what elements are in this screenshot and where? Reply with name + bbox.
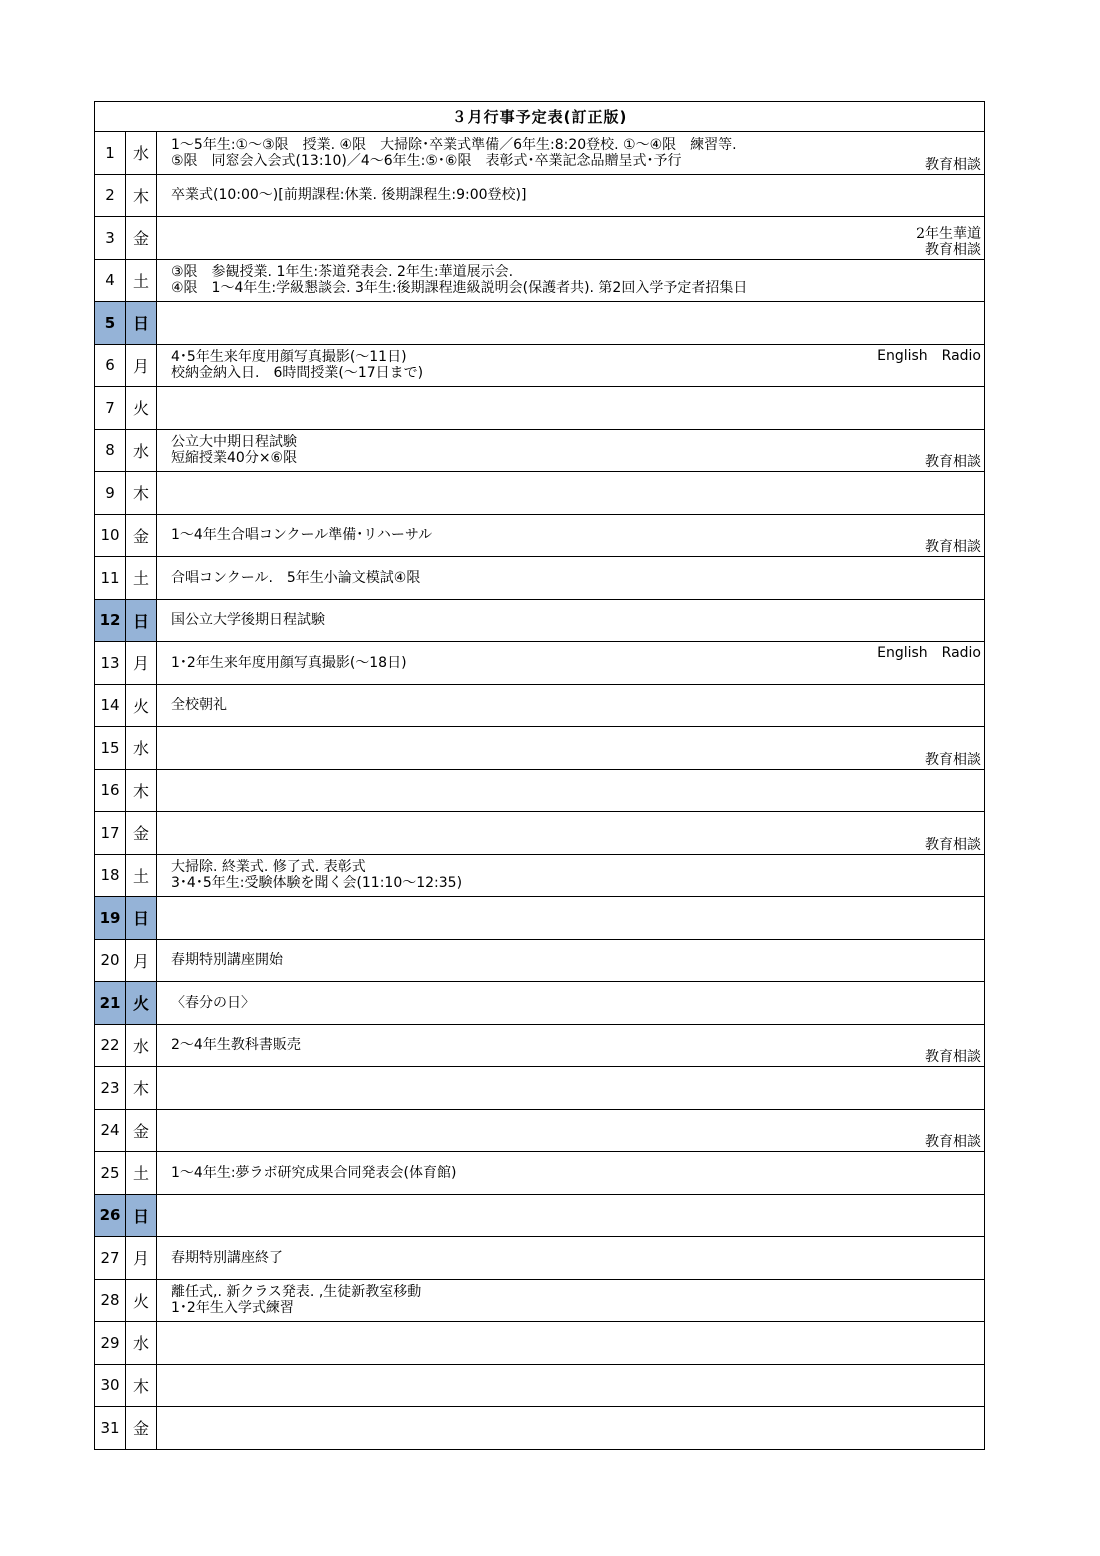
day-number: 29 xyxy=(95,1322,126,1365)
day-events xyxy=(157,769,985,812)
day-weekday: 土 xyxy=(126,259,157,302)
day-weekday: 土 xyxy=(126,557,157,600)
day-weekday: 水 xyxy=(126,429,157,472)
day-row xyxy=(95,1279,985,1322)
day-events xyxy=(157,429,985,472)
day-number: 28 xyxy=(95,1279,126,1322)
side-note xyxy=(877,645,981,661)
day-events xyxy=(157,812,985,855)
day-events xyxy=(157,897,985,940)
day-events xyxy=(157,727,985,770)
day-weekday: 金 xyxy=(126,812,157,855)
side-note xyxy=(877,348,981,364)
day-events xyxy=(157,217,985,260)
event-line: 3･4･5年生:受験体験を聞く会(11:10〜12:35) xyxy=(171,875,463,892)
day-number: 9 xyxy=(95,472,126,515)
side-note-text: 教育相談 xyxy=(925,1049,981,1065)
day-row xyxy=(95,939,985,982)
day-number: 13 xyxy=(95,642,126,685)
event-line: 短縮授業40分×⑥限 xyxy=(171,450,298,467)
event-line: 2〜4年生教科書販売 xyxy=(171,1037,301,1054)
day-weekday: 木 xyxy=(126,174,157,217)
day-number: 31 xyxy=(95,1407,126,1450)
day-number: 25 xyxy=(95,1152,126,1195)
day-weekday: 月 xyxy=(126,1237,157,1280)
event-line: 1〜4年生:夢ラボ研究成果合同発表会(体育館) xyxy=(171,1164,457,1181)
day-number: 2 xyxy=(95,174,126,217)
event-line: 大掃除. 終業式. 修了式. 表彰式 xyxy=(171,859,366,876)
title-row xyxy=(95,102,985,132)
day-row xyxy=(95,854,985,897)
day-weekday: 水 xyxy=(126,132,157,175)
day-row xyxy=(95,727,985,770)
day-number: 21 xyxy=(95,982,126,1025)
day-events xyxy=(157,854,985,897)
day-weekday: 火 xyxy=(126,387,157,430)
day-weekday: 金 xyxy=(126,217,157,260)
day-number: 16 xyxy=(95,769,126,812)
day-events xyxy=(157,387,985,430)
day-number: 30 xyxy=(95,1364,126,1407)
day-number: 23 xyxy=(95,1067,126,1110)
day-row xyxy=(95,302,985,345)
side-note-text: 2年生華道 xyxy=(916,225,981,242)
day-number: 17 xyxy=(95,812,126,855)
day-events xyxy=(157,1024,985,1067)
day-number: 15 xyxy=(95,727,126,770)
side-note xyxy=(925,454,981,470)
event-line: 春期特別講座開始 xyxy=(171,952,283,969)
event-line: 1〜5年生:①〜③限 授業. ④限 大掃除･卒業式準備／6年生:8:20登校. ①〜④限 練習等. xyxy=(171,136,737,153)
day-weekday: 金 xyxy=(126,514,157,557)
day-events xyxy=(157,259,985,302)
schedule-table xyxy=(94,101,985,1450)
side-note-text: 教育相談 xyxy=(925,1134,981,1150)
day-row xyxy=(95,769,985,812)
event-line: 公立大中期日程試験 xyxy=(171,434,297,451)
day-row xyxy=(95,472,985,515)
day-number: 22 xyxy=(95,1024,126,1067)
side-note-text: 教育相談 xyxy=(925,241,981,258)
event-line: 4･5年生来年度用顔写真撮影(〜11日) xyxy=(171,349,407,366)
event-line: 合唱コンクール. 5年生小論文模試④限 xyxy=(171,569,421,586)
side-note xyxy=(925,752,981,768)
day-row xyxy=(95,387,985,430)
day-row xyxy=(95,557,985,600)
day-row xyxy=(95,259,985,302)
day-number: 4 xyxy=(95,259,126,302)
day-number: 6 xyxy=(95,344,126,387)
day-weekday: 日 xyxy=(126,1194,157,1237)
side-note-text: 教育相談 xyxy=(925,156,981,173)
event-line: 1･2年生来年度用顔写真撮影(〜18日) xyxy=(171,654,407,671)
day-events xyxy=(157,344,985,387)
event-line: 離任式,. 新クラス発表. ,生徒新教室移動 xyxy=(171,1284,422,1301)
day-row xyxy=(95,982,985,1025)
day-weekday: 日 xyxy=(126,897,157,940)
day-weekday: 火 xyxy=(126,982,157,1025)
side-note-text: 教育相談 xyxy=(925,539,981,555)
day-number: 10 xyxy=(95,514,126,557)
event-line: 校納金納入日. 6時間授業(〜17日まで) xyxy=(171,365,424,382)
day-row xyxy=(95,1322,985,1365)
day-number: 20 xyxy=(95,939,126,982)
event-line: 卒業式(10:00〜)[前期課程:休業. 後期課程生:9:00登校)] xyxy=(171,187,527,204)
day-events xyxy=(157,684,985,727)
day-number: 18 xyxy=(95,854,126,897)
day-number: 27 xyxy=(95,1237,126,1280)
event-line: 全校朝礼 xyxy=(171,697,227,714)
day-row xyxy=(95,1364,985,1407)
day-row xyxy=(95,217,985,260)
day-number: 1 xyxy=(95,132,126,175)
day-row xyxy=(95,1109,985,1152)
day-events xyxy=(157,514,985,557)
day-events xyxy=(157,1109,985,1152)
day-number: 7 xyxy=(95,387,126,430)
day-events xyxy=(157,1152,985,1195)
day-number: 26 xyxy=(95,1194,126,1237)
day-events xyxy=(157,1237,985,1280)
day-weekday: 水 xyxy=(126,1024,157,1067)
day-weekday: 木 xyxy=(126,769,157,812)
day-weekday: 土 xyxy=(126,854,157,897)
day-row xyxy=(95,514,985,557)
day-events xyxy=(157,1067,985,1110)
day-row xyxy=(95,812,985,855)
day-weekday: 水 xyxy=(126,727,157,770)
day-events xyxy=(157,599,985,642)
event-line: ⑤限 同窓会入会式(13:10)／4〜6年生:⑤･⑥限 表彰式･卒業記念品贈呈式･予行 xyxy=(171,152,682,169)
day-row xyxy=(95,1024,985,1067)
day-weekday: 火 xyxy=(126,684,157,727)
day-row xyxy=(95,897,985,940)
day-number: 24 xyxy=(95,1109,126,1152)
day-row xyxy=(95,1407,985,1450)
day-events xyxy=(157,472,985,515)
day-weekday: 水 xyxy=(126,1322,157,1365)
day-events xyxy=(157,1194,985,1237)
day-events xyxy=(157,1322,985,1365)
event-line: ③限 参観授業. 1年生:茶道発表会. 2年生:華道展示会. xyxy=(171,264,514,281)
side-note-text: 教育相談 xyxy=(925,836,981,853)
event-line: 〈春分の日〉 xyxy=(171,994,255,1011)
day-row xyxy=(95,174,985,217)
day-number: 19 xyxy=(95,897,126,940)
side-note-text: English Radio xyxy=(877,645,981,661)
side-note-text: 教育相談 xyxy=(925,454,981,470)
day-row xyxy=(95,599,985,642)
schedule-body xyxy=(95,102,985,1450)
side-note xyxy=(925,157,981,173)
event-line: ④限 1〜4年生:学級懇談会. 3年生:後期課程進級説明会(保護者共). 第2回入学予定者招集日 xyxy=(171,280,748,297)
day-weekday: 月 xyxy=(126,642,157,685)
day-weekday: 日 xyxy=(126,599,157,642)
day-weekday: 月 xyxy=(126,344,157,387)
day-number: 5 xyxy=(95,302,126,345)
side-note xyxy=(925,1049,981,1065)
day-row xyxy=(95,1237,985,1280)
day-events xyxy=(157,1364,985,1407)
day-weekday: 金 xyxy=(126,1109,157,1152)
day-row xyxy=(95,344,985,387)
day-events xyxy=(157,1279,985,1322)
side-note xyxy=(925,539,981,555)
day-row xyxy=(95,684,985,727)
day-events xyxy=(157,642,985,685)
side-note xyxy=(916,226,981,258)
event-line: 1･2年生入学式練習 xyxy=(171,1300,294,1317)
day-number: 14 xyxy=(95,684,126,727)
day-weekday: 日 xyxy=(126,302,157,345)
day-events xyxy=(157,302,985,345)
day-events xyxy=(157,982,985,1025)
day-row xyxy=(95,429,985,472)
day-weekday: 土 xyxy=(126,1152,157,1195)
side-note-text: English Radio xyxy=(877,347,981,364)
day-events xyxy=(157,939,985,982)
side-note-text: 教育相談 xyxy=(925,751,981,768)
day-weekday: 木 xyxy=(126,1067,157,1110)
event-line: 春期特別講座終了 xyxy=(171,1249,283,1266)
day-number: 8 xyxy=(95,429,126,472)
day-row xyxy=(95,642,985,685)
day-weekday: 金 xyxy=(126,1407,157,1450)
day-row xyxy=(95,1152,985,1195)
day-number: 3 xyxy=(95,217,126,260)
day-weekday: 木 xyxy=(126,472,157,515)
day-events xyxy=(157,557,985,600)
day-weekday: 月 xyxy=(126,939,157,982)
day-number: 11 xyxy=(95,557,126,600)
day-weekday: 火 xyxy=(126,1279,157,1322)
day-row xyxy=(95,1194,985,1237)
day-number: 12 xyxy=(95,599,126,642)
day-row xyxy=(95,132,985,175)
day-row xyxy=(95,1067,985,1110)
day-weekday: 木 xyxy=(126,1364,157,1407)
event-line: 1〜4年生合唱コンクール準備･リハーサル xyxy=(171,527,433,544)
day-events xyxy=(157,1407,985,1450)
side-note xyxy=(925,837,981,853)
page-title: ３月行事予定表(訂正版) xyxy=(95,102,985,132)
day-events xyxy=(157,132,985,175)
side-note xyxy=(925,1134,981,1150)
day-events xyxy=(157,174,985,217)
event-line: 国公立大学後期日程試験 xyxy=(171,612,325,629)
